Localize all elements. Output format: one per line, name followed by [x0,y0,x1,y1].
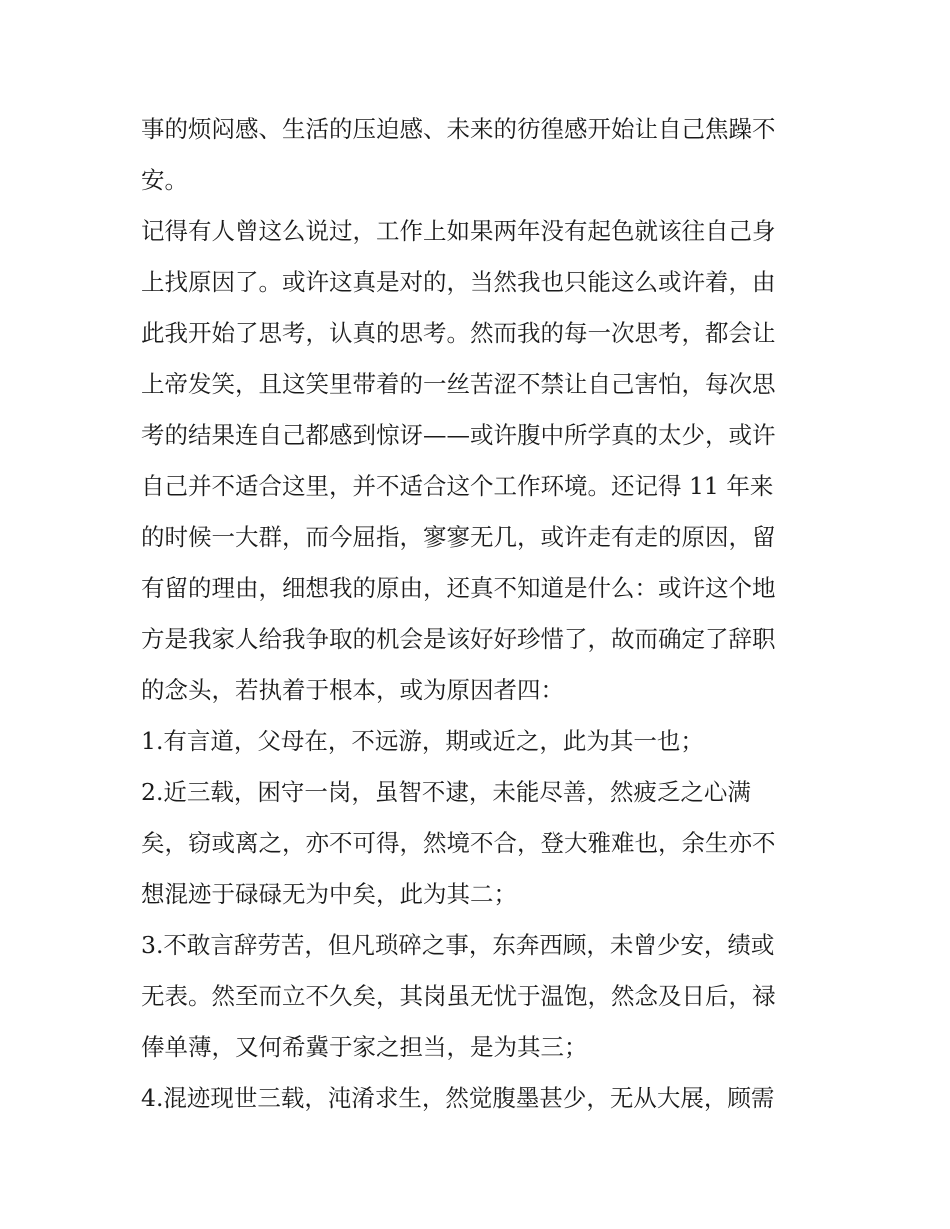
list-item-3: 3.不敢言辞劳苦，但凡琐碎之事，东奔西顾，未曾少安，绩或 [141,931,775,959]
text-line: 安。 [141,166,188,194]
text-line: 想混迹于碌碌无为中矣，此为其二； [141,880,517,908]
list-item-4: 4.混迹现世三载，沌淆求生，然觉腹墨甚少，无从大展，顾需 [141,1084,775,1112]
document-body [141,104,821,1124]
text-line: 此我开始了思考，认真的思考。然而我的每一次思考，都会让 [141,319,776,347]
text-line: 考的结果连自己都感到惊讶——或许腹中所学真的太少，或许 [141,421,776,449]
text-line: 的念头，若执着于根本，或为原因者四： [141,676,564,704]
text-line: 上帝发笑，且这笑里带着的一丝苦涩不禁让自己害怕，每次思 [141,370,776,398]
text-line: 矣，窃或离之，亦不可得，然境不合，登大雅难也，余生亦不 [141,829,776,857]
text-line: 上找原因了。或许这真是对的，当然我也只能这么或许着，由 [141,268,776,296]
text-line: 有留的理由，细想我的原由，还真不知道是什么：或许这个地 [141,574,776,602]
text-line: 的时候一大群，而今屈指，寥寥无几，或许走有走的原因，留 [141,523,776,551]
text-line: 俸单薄，又何希冀于家之担当，是为其三； [141,1033,588,1061]
list-item-1: 1.有言道，父母在，不远游，期或近之，此为其一也； [141,727,704,755]
text-line: 事的烦闷感、生活的压迫感、未来的彷徨感开始让自己焦躁不 [141,115,776,143]
text-line: 记得有人曾这么说过，工作上如果两年没有起色就该往自己身 [141,217,776,245]
text-line: 自己并不适合这里，并不适合这个工作环境。还记得 11 年来 [141,472,774,500]
text-line: 无表。然至而立不久矣，其岗虽无忧于温饱，然念及日后，禄 [141,982,776,1010]
list-item-2: 2.近三载，困守一岗，虽智不逮，未能尽善，然疲乏之心满 [141,778,751,806]
text-line: 方是我家人给我争取的机会是该好好珍惜了，故而确定了辞职 [141,625,776,653]
